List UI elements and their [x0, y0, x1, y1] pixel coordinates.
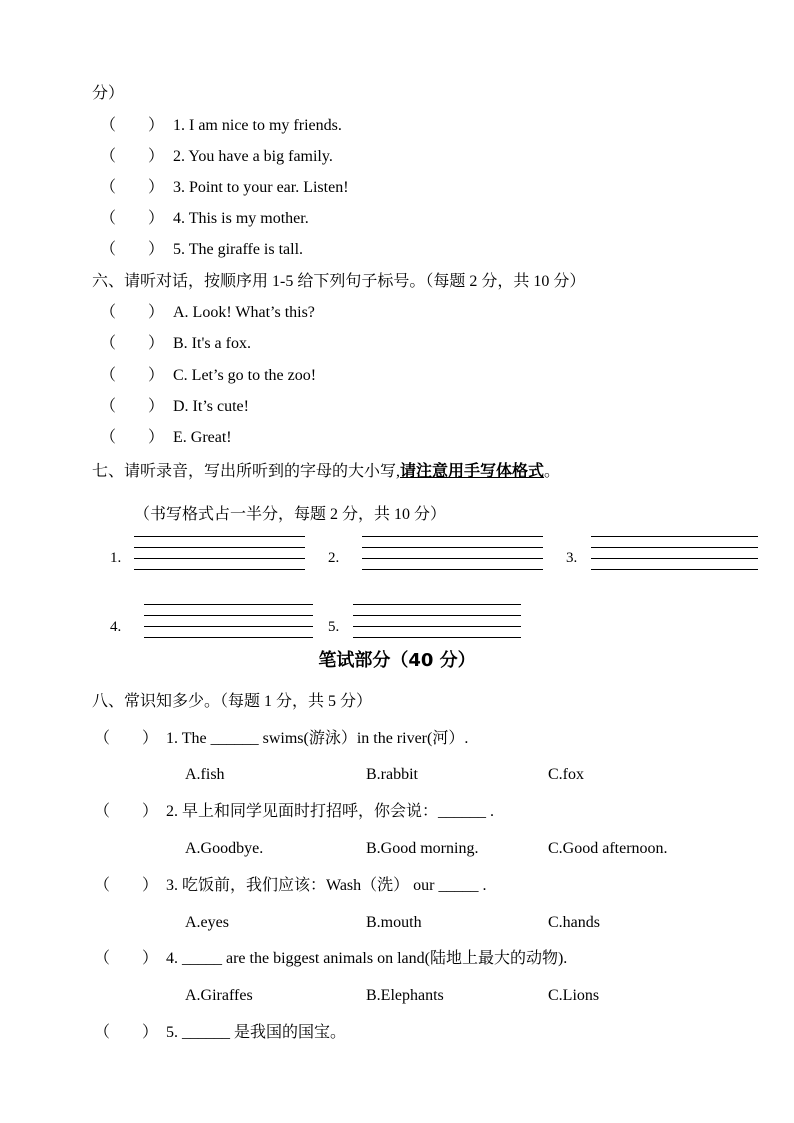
- handwriting-lines[interactable]: [362, 536, 543, 570]
- handwriting-lines[interactable]: [144, 604, 313, 638]
- section7-title-emphasis: 请注意用手写体格式: [400, 463, 545, 480]
- section8-title: 八、常识知多少。（每题 1 分，共 5 分）: [92, 693, 373, 710]
- question-text: 5. ______ 是我国的国宝。: [166, 1024, 347, 1041]
- question-text: 4. _____ are the biggest animals on land(陆地上最大的动物).: [166, 950, 568, 967]
- answer-blank[interactable]: （ ）: [100, 117, 165, 134]
- section7-title-plain: 七、请听录音，写出所听到的字母的大小写,: [92, 463, 401, 480]
- item-number: 5.: [328, 619, 340, 635]
- list-item: 2. You have a big family.: [173, 148, 333, 165]
- answer-blank[interactable]: （ ）: [100, 398, 165, 415]
- item-number: 3.: [566, 550, 578, 566]
- list-item: E. Great!: [173, 429, 232, 446]
- section6-title: 六、请听对话，按顺序用 1-5 给下列句子标号。（每题 2 分，共 10 分）: [92, 273, 586, 290]
- option-a: A.Goodbye.: [185, 840, 264, 857]
- section7-title-end: 。: [544, 463, 561, 480]
- answer-blank[interactable]: （ ）: [100, 429, 165, 446]
- answer-blank[interactable]: （ ）: [94, 877, 159, 894]
- option-c: C.Good afternoon.: [548, 840, 668, 857]
- question-text: 2. 早上和同学见面时打招呼，你会说：______ .: [166, 803, 495, 820]
- list-item: 4. This is my mother.: [173, 210, 309, 227]
- option-c: C.fox: [548, 766, 584, 783]
- option-a: A.fish: [185, 766, 225, 783]
- list-item: B. It's a fox.: [173, 335, 251, 352]
- answer-blank[interactable]: （ ）: [100, 304, 165, 321]
- question-text: 1. The ______ swims(游泳）in the river(河）.: [166, 730, 469, 747]
- item-number: 1.: [110, 550, 122, 566]
- item-number: 4.: [110, 619, 122, 635]
- written-part-title: 笔试部分（40 分）: [318, 650, 476, 671]
- option-c: C.Lions: [548, 987, 600, 1004]
- option-b: B.rabbit: [366, 766, 418, 783]
- handwriting-lines[interactable]: [353, 604, 521, 638]
- option-c: C.hands: [548, 914, 600, 931]
- answer-blank[interactable]: （ ）: [94, 803, 159, 820]
- option-b: B.Good morning.: [366, 840, 479, 857]
- list-item: A. Look! What’s this?: [173, 304, 315, 321]
- list-item: C. Let’s go to the zoo!: [173, 367, 317, 384]
- answer-blank[interactable]: （ ）: [100, 148, 165, 165]
- answer-blank[interactable]: （ ）: [94, 730, 159, 747]
- list-item: 1. I am nice to my friends.: [173, 117, 342, 134]
- answer-blank[interactable]: （ ）: [94, 950, 159, 967]
- option-b: B.Elephants: [366, 987, 444, 1004]
- answer-blank[interactable]: （ ）: [100, 367, 165, 384]
- answer-blank[interactable]: （ ）: [100, 210, 165, 227]
- handwriting-lines[interactable]: [134, 536, 305, 570]
- continued-fragment: 分）: [92, 85, 125, 102]
- answer-blank[interactable]: （ ）: [94, 1024, 159, 1041]
- item-number: 2.: [328, 550, 340, 566]
- list-item: 3. Point to your ear. Listen!: [173, 179, 349, 196]
- answer-blank[interactable]: （ ）: [100, 335, 165, 352]
- option-a: A.Giraffes: [185, 987, 253, 1004]
- list-item: 5. The giraffe is tall.: [173, 241, 304, 258]
- option-a: A.eyes: [185, 914, 229, 931]
- question-text: 3. 吃饭前，我们应该：Wash（洗） our _____ .: [166, 877, 487, 894]
- section7-title: [92, 462, 560, 482]
- answer-blank[interactable]: （ ）: [100, 241, 165, 258]
- handwriting-lines[interactable]: [591, 536, 758, 570]
- section7-note: （书写格式占一半分，每题 2 分，共 10 分）: [134, 506, 447, 523]
- option-b: B.mouth: [366, 914, 422, 931]
- list-item: D. It’s cute!: [173, 398, 249, 415]
- answer-blank[interactable]: （ ）: [100, 179, 165, 196]
